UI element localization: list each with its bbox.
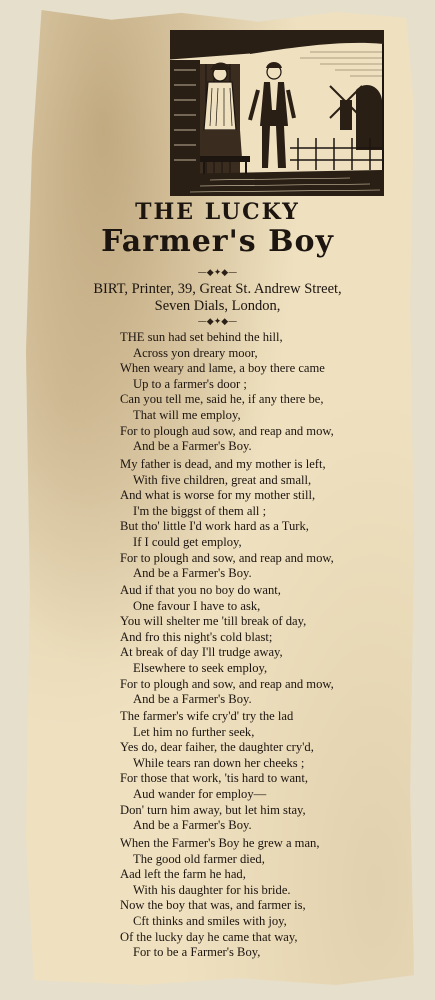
verse-line: My father is dead, and my mother is left, [120, 457, 326, 471]
verse-line: Now the boy that was, and farmer is, [120, 898, 306, 913]
verse-line: At break of day I'll trudge away, [120, 645, 283, 660]
ornament-rule-bottom: —◆✦◆— [197, 317, 238, 327]
stanza-4 [120, 709, 314, 834]
verse-line: And fro this night's cold blast; [120, 629, 273, 644]
verse-line: And be a Farmer's Boy. [133, 566, 252, 581]
verse-line: Elsewhere to seek employ, [133, 660, 268, 675]
verse-line: For to plough and sow, and reap and mow, [120, 676, 334, 691]
verse-line: And be a Farmer's Boy. [133, 818, 252, 833]
verse-line: For to plough and sow, and reap and mow, [120, 550, 334, 565]
verse-line: Aad left the farm he had, [120, 867, 246, 882]
verse-line: Up to a farmer's door ; [133, 376, 247, 391]
woodcut-image [170, 30, 384, 196]
verse-line: With five children, great and small, [133, 472, 312, 487]
verse-line: Can you tell me, said he, if any there be, [120, 392, 324, 407]
stanza-5 [120, 836, 320, 961]
verse-line: Let him no further seek, [133, 724, 255, 739]
stanza-3 [120, 583, 334, 708]
verse-line: I'm the biggst of them all ; [133, 503, 267, 518]
verse-line: The good old farmer died, [133, 851, 265, 866]
verse-line: That will me employ, [133, 407, 241, 422]
verse-line: When the Farmer's Boy he grew a man, [120, 836, 320, 850]
verse-line: While tears ran down her cheeks ; [133, 755, 305, 770]
verse-line: When weary and lame, a boy there came [120, 361, 325, 376]
title-line-2: Farmer's Boy [101, 224, 334, 259]
verse-line: You will shelter me 'till break of day, [120, 614, 307, 629]
verse-line: With his daughter for his bride. [133, 882, 291, 897]
verse-line: The farmer's wife cry'd' try the lad [120, 709, 294, 723]
verse-line: Aud if that you no boy do want, [120, 583, 281, 597]
stanza-2 [120, 457, 334, 582]
imprint-line-1: BIRT, Printer, 39, Great St. Andrew Street, [93, 281, 342, 297]
verse-line: And what is worse for my mother still, [120, 488, 316, 503]
verse-line: Of the lucky day he came that way, [120, 929, 298, 944]
imprint-line-2: Seven Dials, London, [154, 298, 281, 314]
verse-line: If I could get employ, [133, 534, 242, 549]
verse-line: Aud wander for employ— [133, 786, 267, 801]
verse-line: For to be a Farmer's Boy, [133, 945, 261, 960]
verse-line: And be a Farmer's Boy. [133, 692, 252, 707]
verse-line: Cft thinks and smiles with joy, [133, 913, 287, 928]
title-line-1: THE LUCKY [135, 199, 300, 225]
stanza-1 [120, 330, 334, 455]
verse-line: THE sun had set behind the hill, [120, 330, 283, 344]
verse-line: And be a Farmer's Boy. [133, 439, 252, 454]
verse-line: Yes do, dear faiher, the daughter cry'd, [120, 740, 314, 755]
verse-line: Don' turn him away, but let him stay, [120, 802, 306, 817]
verse-line: For to plough aud sow, and reap and mow, [120, 423, 334, 438]
woodcut-illustration [170, 30, 384, 196]
verse-line: One favour I have to ask, [133, 598, 261, 613]
verse-line: For those that work, 'tis hard to want, [120, 771, 309, 786]
verse-line: But tho' little I'd work hard as a Turk, [120, 519, 309, 534]
verse-line: Across yon dreary moor, [133, 345, 258, 360]
ornament-rule-top: —◆✦◆— [197, 268, 238, 278]
